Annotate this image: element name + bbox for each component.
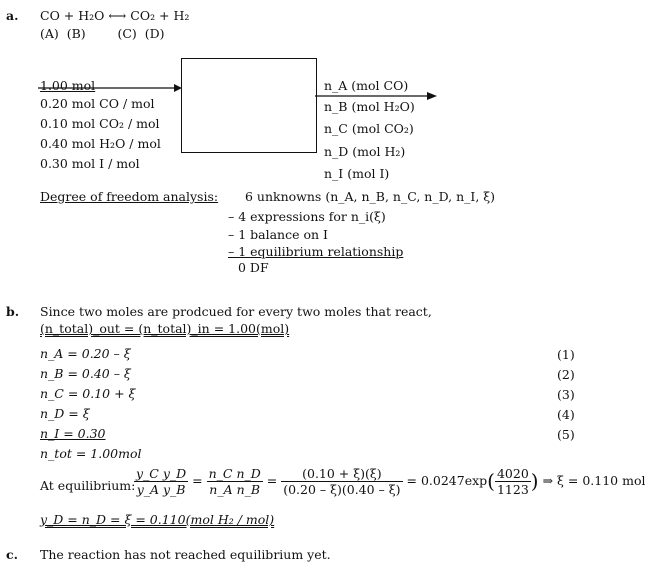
feed-line-h2o: 0.40 mol H₂O / mol <box>40 136 161 151</box>
equation-4-number: (4) <box>557 407 575 422</box>
final-answer: y_D = n_D = ξ = 0.110(mol H₂ / mol) <box>40 512 275 527</box>
total-moles-equation: (n_total)_out = (n_total)_in = 1.00(mol) <box>40 321 290 336</box>
dof-unknowns: 6 unknowns (n_A, n_B, n_C, n_D, n_I, ξ) <box>245 189 496 204</box>
total-moles-out: n_tot = 1.00mol <box>40 446 142 461</box>
equation-2: n_B = 0.40 – ξ <box>40 366 131 381</box>
feed-line-co: 0.20 mol CO / mol <box>40 96 155 111</box>
product-line-c: n_C (mol CO₂) <box>324 121 414 136</box>
extent-ratio: $\frac{(0.10 + \xi)(\xi)}{(0.20 - \xi)(0.40 - \xi)}$ <box>283 466 401 497</box>
mole-ratio: $\frac{\text{n\_C n\_D}}{\text{n\_A n\_B}}$ <box>208 466 261 497</box>
equation-3-number: (3) <box>557 387 575 402</box>
dof-equilibrium: – 1 equilibrium relationship <box>228 244 404 259</box>
dof-balance: – 1 balance on I <box>228 227 328 242</box>
equilibrium-constant: = 0.0247exp <box>406 473 488 488</box>
part-c-label: c. <box>6 547 18 562</box>
dof-result: 0 DF <box>238 260 269 275</box>
extent-result: ⇒ ξ = 0.110 mol <box>542 473 645 488</box>
process-unit-box <box>181 58 317 153</box>
species-tags: (A) (B) (C) (D) <box>40 26 165 41</box>
feed-arrow <box>38 84 182 94</box>
feed-line-inert: 0.30 mol I / mol <box>40 156 140 171</box>
part-a-label: a. <box>6 8 19 23</box>
dof-title: Degree of freedom analysis: <box>40 189 219 204</box>
equation-5-number: (5) <box>557 427 575 442</box>
product-line-b: n_B (mol H₂O) <box>324 99 415 114</box>
product-line-d: n_D (mol H₂) <box>324 144 406 159</box>
dof-expressions: – 4 expressions for n_i(ξ) <box>228 209 386 224</box>
feed-total: 1.00 mol <box>40 78 96 93</box>
equilibrium-expression: $\frac{\text{y\_C y\_D}}{\text{y\_A y\_B}}$ = $\frac{\text{n\_C n\_D}}{\text{n\_A n\_B}}$ = $\frac{(0.10 + \xi)(\xi)}{(0.20 - \xi)(0.40 - \xi)}$ = 0.0247exp( $\frac{4020}{1123}$ ) ⇒ ξ = 0.110 mol <box>136 466 645 497</box>
mole-fraction-ratio: $\frac{\text{y\_C y\_D}}{\text{y\_A y\_B}}$ <box>136 466 187 497</box>
product-line-a: n_A (mol CO) <box>324 78 409 93</box>
equation-4: n_D = ξ <box>40 406 90 421</box>
equilibrium-label: At equilibrium: <box>40 478 136 493</box>
equation-2-number: (2) <box>557 367 575 382</box>
part-c-text: The reaction has not reached equilibrium yet. <box>40 547 331 562</box>
equation-1: n_A = 0.20 – ξ <box>40 346 131 361</box>
part-b-label: b. <box>6 304 20 319</box>
feed-line-co2: 0.10 mol CO₂ / mol <box>40 116 160 131</box>
exponent-fraction: $\frac{4020}{1123}$ <box>496 466 529 497</box>
product-line-i: n_I (mol I) <box>324 166 390 181</box>
equation-5: n_I = 0.30 <box>40 426 106 441</box>
equation-3: n_C = 0.10 + ξ <box>40 386 136 401</box>
part-b-intro: Since two moles are prodcued for every two moles that react, <box>40 304 432 319</box>
equation-1-number: (1) <box>557 347 575 362</box>
reaction-equation: CO + H₂O ⟷ CO₂ + H₂ <box>40 8 190 23</box>
